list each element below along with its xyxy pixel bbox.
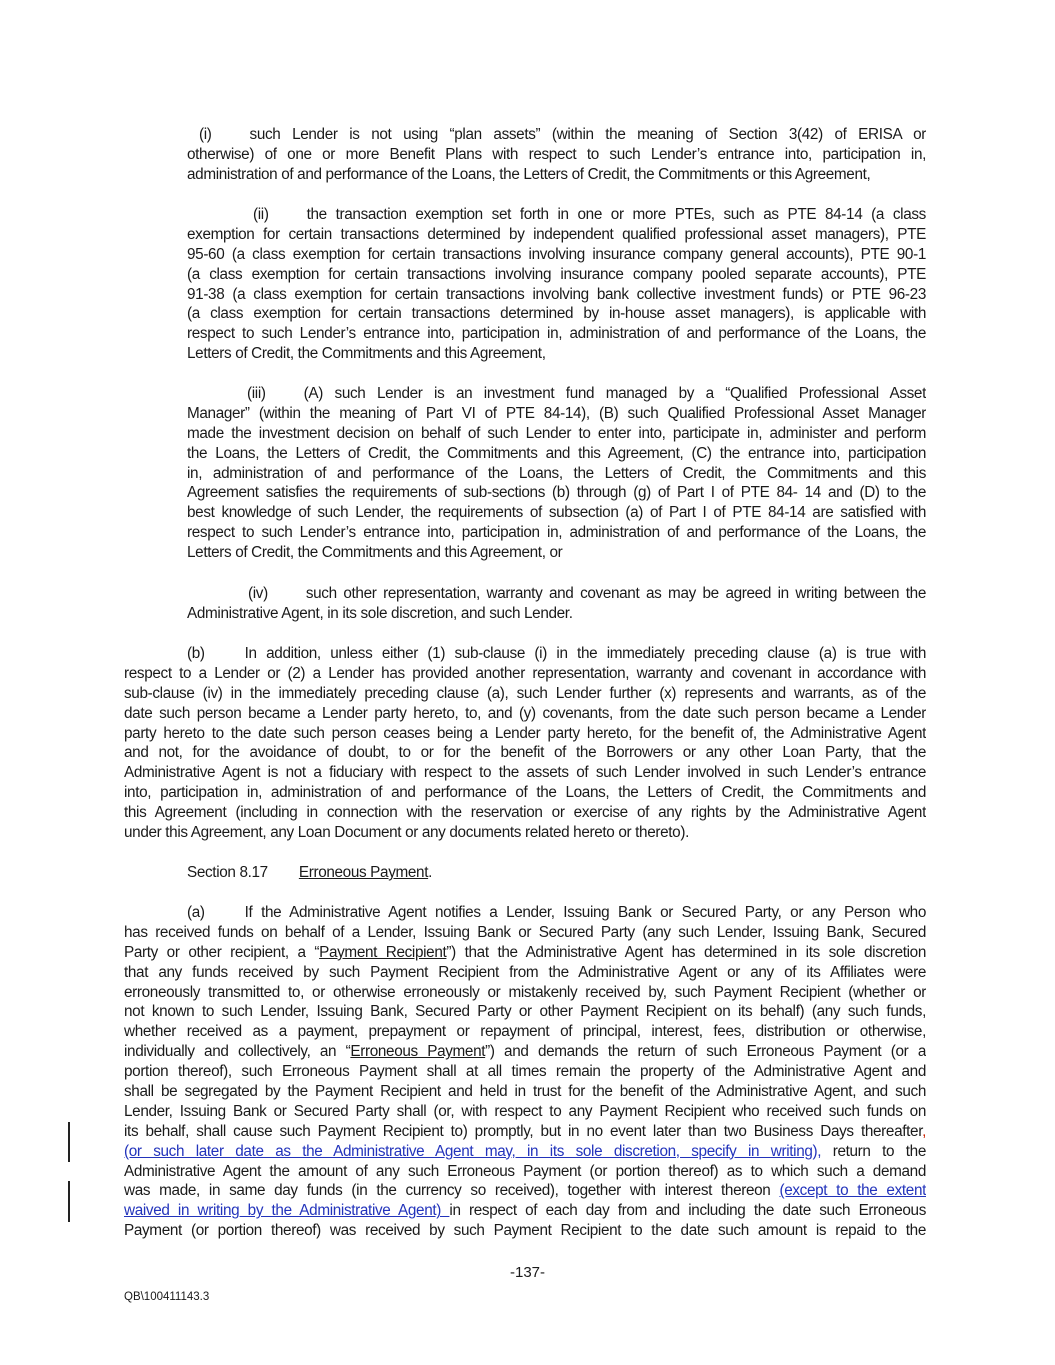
- paragraph-a: [124, 903, 926, 1241]
- paragraph-text-line: Administrative Agent is not a fiduciary with respect to the assets of such Lender involved in such Lender’s entrance: [124, 764, 926, 782]
- paragraph-text-line: Administrative Agent the amount of any such Erroneous Payment (or portion thereof) as to which such a demand: [124, 1162, 926, 1180]
- clause-text-line: the transaction exemption set forth in one or more PTEs, such as PTE 84-14 (a class: [306, 206, 926, 223]
- text-run: return to the: [821, 1142, 926, 1160]
- paragraph-number: (a): [187, 904, 205, 921]
- defined-term-erroneous-payment: Erroneous Payment: [350, 1043, 486, 1061]
- clause-text-line: made the investment decision on behalf of such Lender to enter into, participate in, administer and perform: [187, 424, 926, 442]
- clause-number: (iii): [247, 385, 266, 402]
- paragraph-text-line: Payment (or portion thereof) was received by such Payment Recipient to the date such amount is repaid to the: [124, 1222, 926, 1240]
- paragraph-text-line: respect to a Lender or (2) a Lender has provided another representation, warranty and covenant in accordance with: [124, 664, 926, 682]
- clause-text-line: 91-38 (a class exemption for certain transactions involving bank collective investment funds) or PTE 96-23: [187, 285, 926, 303]
- text-run: Party or other recipient, a “: [124, 943, 320, 961]
- paragraph-text-line: sub-clause (iv) in the immediately preceding clause (a), such Lender further (x) represents and warrants, as of the: [124, 684, 926, 702]
- clause-text-line: Administrative Agent, in its sole discretion, and such Lender.: [187, 604, 573, 622]
- text-run: ”) that the Administrative Agent has determined in its sole discretion: [446, 943, 926, 961]
- text-run: ”) and demands the return of such Erroneous Payment (or a: [485, 1043, 926, 1061]
- paragraph-text-line: party hereto to the date such person ceases being a Lender party hereto, for the benefit of, the Administrative Agent: [124, 724, 926, 742]
- clause-text-line: (A) such Lender is an investment fund managed by a “Qualified Professional Asset: [303, 385, 926, 402]
- paragraph-text-line: If the Administrative Agent notifies a Lender, Issuing Bank or Secured Party, or any Person who: [244, 904, 926, 921]
- change-bar: [68, 1122, 70, 1162]
- clause-iv: [187, 584, 926, 624]
- clause-i: [187, 125, 926, 185]
- paragraph-text-line: under this Agreement, any Loan Document or any documents related hereto or thereto).: [124, 824, 689, 842]
- paragraph-text-line: portion thereof), such Erroneous Payment shall at all times remain the property of the Administrative Agent and: [124, 1063, 926, 1081]
- section-heading: [187, 863, 887, 883]
- clause-text-line: respect to such Lender’s entrance into, participation in, administration of and performance of the Loans, the: [187, 524, 926, 542]
- clause-text-line: such Lender is not using “plan assets” (within the meaning of Section 3(42) of ERISA or: [249, 126, 926, 143]
- clause-text-line: the Loans, the Letters of Credit, the Commitments and this Agreement, (C) the entrance into, participation: [187, 444, 926, 462]
- clause-text-line: Letters of Credit, the Commitments and this Agreement,: [187, 345, 546, 363]
- paragraph-text-line: erroneously transmitted to, or otherwise erroneously or mistakenly received by, such Payment Recipient (whether or: [124, 983, 926, 1001]
- paragraph-text-line: date such person became a Lender party hereto, to, and (y) covenants, from the date such person became a Lender: [124, 704, 926, 722]
- paragraph-text-line: has received funds on behalf of a Lender, Issuing Bank or Secured Party (any such Lender, Issuing Bank, Secured: [124, 923, 926, 941]
- clause-text-line: administration of and performance of the Loans, the Letters of Credit, the Commitments or this Agreement,: [187, 165, 871, 183]
- tracked-insertion: (except to the extent: [779, 1182, 926, 1200]
- document-id: QB\100411143.3: [124, 1291, 210, 1303]
- paragraph-number: (b): [187, 645, 205, 662]
- page-number: -137-: [509, 1264, 546, 1281]
- paragraph-b: [124, 644, 926, 843]
- paragraph-text-line: In addition, unless either (1) sub-clause (i) in the immediately preceding clause (a) is true with: [244, 645, 926, 662]
- paragraph-text-line: Lender, Issuing Bank or Secured Party shall (or, with respect to any Payment Recipient who received such funds on: [124, 1102, 926, 1120]
- defined-term-payment-recipient: Payment Recipient: [319, 943, 447, 961]
- clause-text-line: Letters of Credit, the Commitments and this Agreement, or: [187, 544, 563, 562]
- clause-text-line: (a class exemption for certain transactions involving insurance company pooled separate accounts), PTE: [187, 265, 926, 283]
- clause-text-line: respect to such Lender’s entrance into, participation in, administration of and performance of the Loans, the: [187, 325, 926, 343]
- tracked-change-comma: ,: [922, 1122, 926, 1140]
- clause-ii: [187, 205, 926, 364]
- paragraph-text-line: shall be segregated by the Payment Recipient and held in trust for the benefit of the Administrative Agent, and such: [124, 1083, 926, 1101]
- paragraph-text-line: whether received as a payment, prepayment or repayment of principal, interest, fees, distribution or otherwise,: [124, 1023, 926, 1041]
- clause-text-line: in, administration of and performance of the Loans, the Letters of Credit, the Commitments and this: [187, 464, 926, 482]
- clause-text-line: Manager” (within the meaning of Part VI of PTE 84-14), (B) such Qualified Professional Asset Manager: [187, 404, 926, 422]
- paragraph-text-line: into, participation in, administration of and performance of the Loans, the Letters of Credit, the Commitments and: [124, 784, 926, 802]
- clause-number: (iv): [248, 585, 268, 602]
- clause-number: (i): [199, 126, 212, 143]
- change-bar: [68, 1181, 70, 1222]
- tracked-insertion: (or such later date as the Administrative Agent may, in its sole discretion, specify in writing),: [124, 1142, 822, 1160]
- clause-text-line: Agreement satisfies the requirements of sub-sections (b) through (g) of Part I of PTE 84- 14 and (D) to the: [187, 484, 926, 502]
- tracked-insertion: waived in writing by the Administrative Agent): [124, 1202, 450, 1220]
- clause-text-line: best knowledge of such Lender, the requirements of subsection (a) of Part I of PTE 84-14 are satisfied with: [187, 504, 926, 522]
- clause-number: (ii): [253, 206, 269, 223]
- clause-text-line: (a class exemption for certain transactions determined by in-house asset managers), is applicable with: [187, 305, 926, 323]
- text-run: individually and collectively, an “: [124, 1043, 351, 1061]
- section-title-period: .: [428, 864, 433, 881]
- clause-iii: [187, 384, 926, 563]
- clause-text-line: 95-60 (a class exemption for certain transactions involving insurance company general accounts), PTE 90-1: [187, 245, 926, 263]
- clause-text-line: otherwise) of one or more Benefit Plans with respect to such Lender’s entrance into, participation in,: [187, 145, 926, 163]
- paragraph-text-line: this Agreement (including in connection with the reservation or exercise of any rights by the Administrative Agent: [124, 804, 926, 822]
- paragraph-text-line: not known to such Lender, Issuing Bank, Secured Party or other Payment Recipient on its behalf) (any such funds,: [124, 1003, 926, 1021]
- paragraph-text-line: and not, for the avoidance of doubt, to or for the benefit of the Borrowers or any other Loan Party, that the: [124, 744, 926, 762]
- section-number: Section 8.17: [187, 864, 268, 881]
- text-run: in respect of each day from and including the date such Erroneous: [449, 1202, 926, 1220]
- clause-text-line: exemption for certain transactions determined by independent qualified professional asset managers), PTE: [187, 225, 926, 243]
- clause-text-line: such other representation, warranty and covenant as may be agreed in writing between the: [305, 585, 926, 602]
- text-run: was made, in same day funds (in the currency so received), together with interest thereon: [124, 1182, 780, 1200]
- text-run: its behalf, shall cause such Payment Recipient to) promptly, but in no event later than two Business Days thereafter: [124, 1122, 923, 1140]
- paragraph-text-line: that any funds received by such Payment Recipient from the Administrative Agent or any of its Affiliates were: [124, 963, 926, 981]
- section-title: Erroneous Payment: [298, 864, 429, 881]
